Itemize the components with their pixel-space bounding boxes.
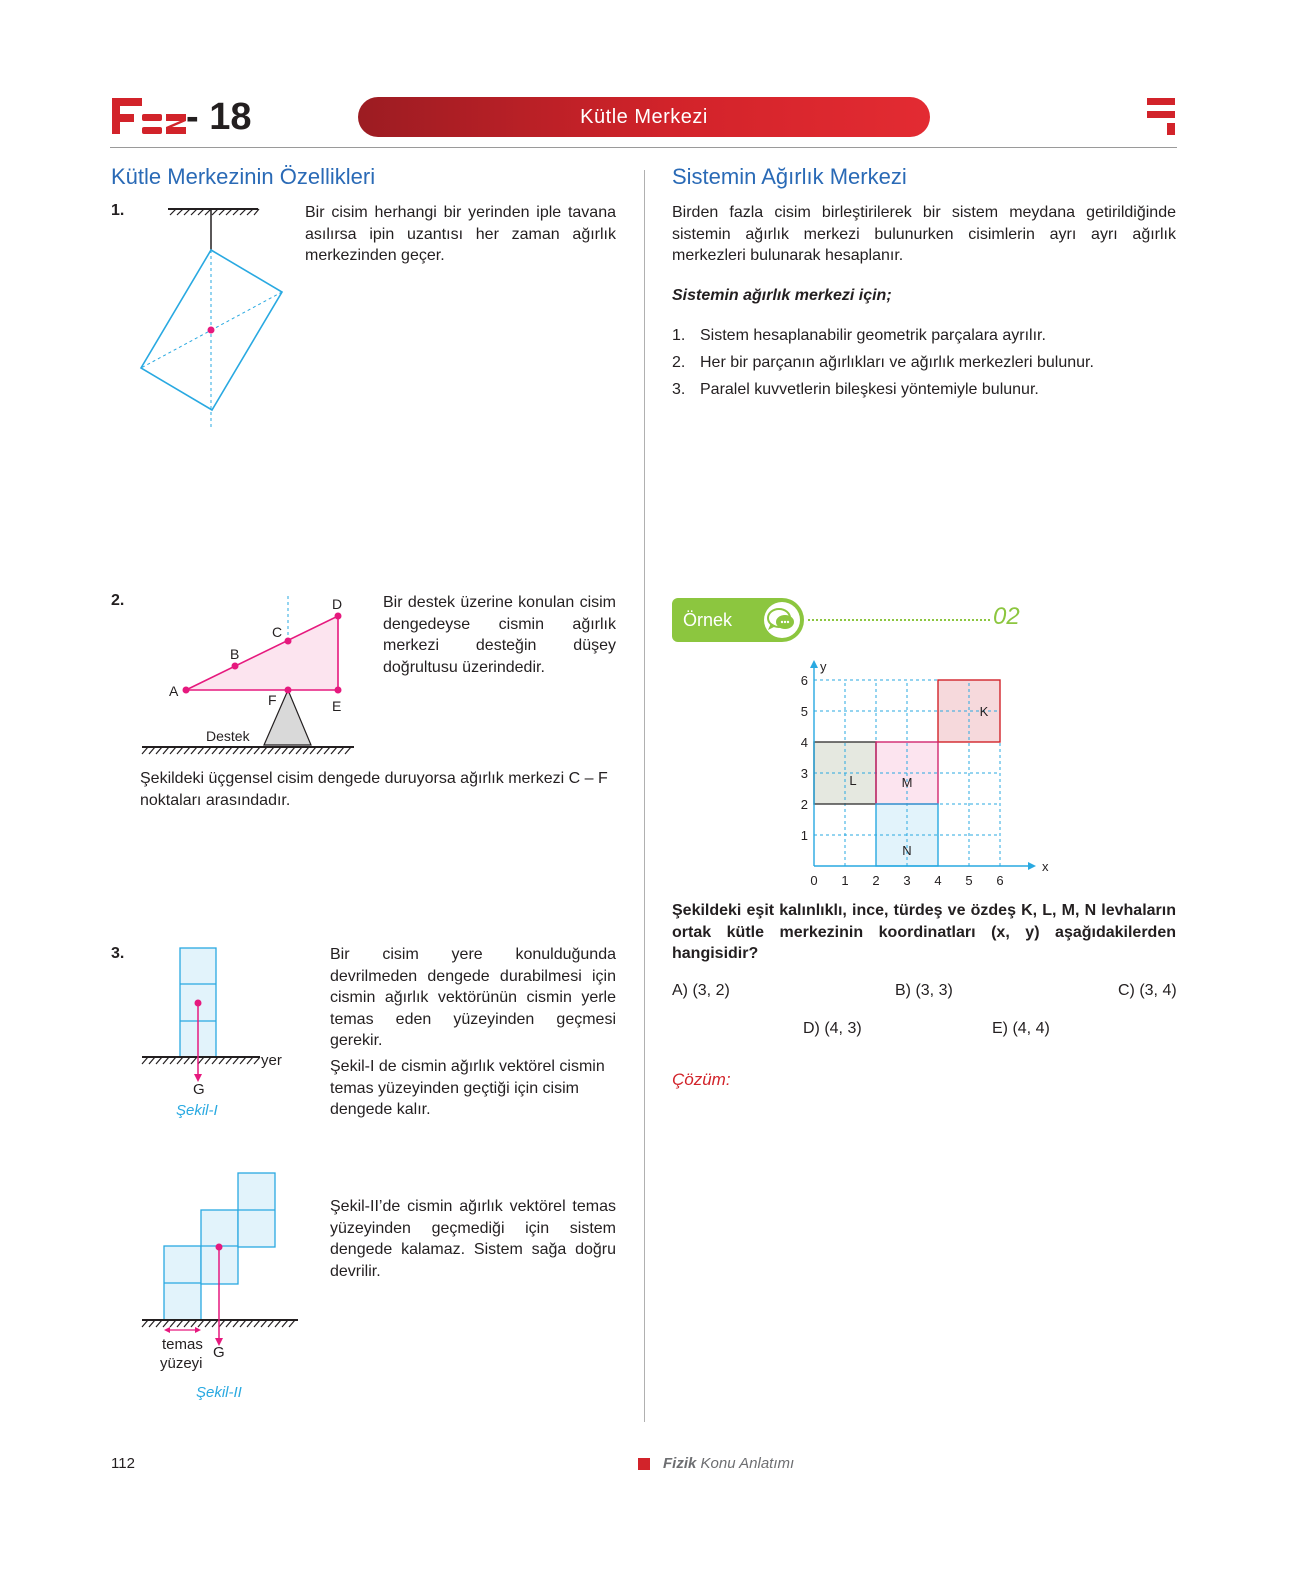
y-axis-arrow-icon	[810, 660, 818, 668]
item3-text2: Şekil-I de cismin ağırlık vektörel cismin temas yüzeyinden geçtiği için cisim dengede kalır.	[330, 1058, 605, 1118]
coordinate-graph	[790, 650, 1060, 890]
banner-title: Kütle Merkezi	[580, 106, 708, 128]
step-item: 3. Paralel kuvvetlerin bileşkesi yöntemiyle bulunur.	[672, 381, 1039, 398]
right-intro: Birden fazla cisim birleştirilerek bir sistem meydana getirildiğinde sistemin ağırlık merkezi bulunurken cisimlerin ayrı ayrı ağırlık merkezleri bulunarak hesaplanır.	[672, 204, 1176, 264]
y-tick-label: 4	[800, 735, 808, 750]
point-label-c: C	[272, 624, 283, 640]
y-tick-label: 5	[800, 704, 808, 719]
point-label-b: B	[230, 646, 240, 662]
x-tick-label: 4	[934, 873, 942, 888]
logo-text	[110, 104, 112, 105]
option-a[interactable]: A) (3, 2)	[672, 982, 730, 999]
item3-text1: Bir cisim yere konulduğunda devrilmeden dengede durabilmesi için cismin ağırlık vektörünün cismin yerle temas eden yüzeyinden geçmesi gerekir.	[330, 946, 616, 1049]
fig1-g-label: G	[193, 1081, 205, 1098]
example-dots	[808, 619, 990, 621]
left-section-title: Kütle Merkezinin Özellikleri	[111, 164, 376, 189]
footer-subtitle: Konu Anlatımı	[700, 1455, 795, 1472]
step-item: 1. Sistem hesaplanabilir geometrik parçalara ayrılır.	[672, 327, 1046, 344]
page-number: 112	[111, 1455, 135, 1472]
example-badge	[672, 598, 804, 642]
footer-square-icon	[638, 1458, 650, 1470]
item2-number: 2.	[111, 592, 125, 609]
footer-subject: Fizik	[663, 1455, 697, 1472]
speech-bubble-icon	[762, 601, 802, 639]
footer-label	[663, 1455, 794, 1472]
example-tag: Örnek	[683, 610, 733, 630]
steps-list	[672, 322, 1094, 403]
point-label-a: A	[169, 683, 179, 699]
x-tick-label: 6	[996, 873, 1004, 888]
item2-text: Bir destek üzerine konulan cisim dengedeyse cismin ağırlık merkezi desteğin düşey doğrultusu üzerindedir.	[383, 594, 616, 676]
y-tick-label: 3	[800, 766, 808, 781]
option-b[interactable]: B) (3, 3)	[895, 982, 953, 999]
step-item: 2. Her bir parçanın ağırlıkları ve ağırlık merkezleri bulunur.	[672, 354, 1094, 371]
option-d[interactable]: D) (4, 3)	[803, 1020, 862, 1037]
hanging-plate-figure	[136, 200, 296, 432]
support-label: Destek	[206, 728, 250, 744]
x-axis-label: x	[1042, 859, 1049, 874]
item3-number: 3.	[111, 945, 125, 962]
header-rule	[110, 147, 1177, 148]
point-label-e: E	[332, 698, 342, 714]
y-tick-label: 1	[800, 828, 808, 843]
faz-logo	[110, 96, 190, 138]
option-c[interactable]: C) (3, 4)	[1118, 982, 1177, 999]
plate-label-n: N	[902, 843, 912, 858]
point-label-f: F	[268, 692, 277, 708]
x-tick-label: 3	[903, 873, 911, 888]
ground-label: yer	[261, 1052, 282, 1069]
stacked-blocks-figure-2	[136, 1166, 306, 1356]
contact-label-line1: temas	[162, 1336, 203, 1353]
fig2-caption: Şekil-II	[196, 1384, 242, 1401]
example-question: Şekildeki eşit kalınlıklı, ince, türdeş ve özdeş K, L, M, N levhaların ortak kütle merkezinin koordinatları (x, y) aşağıdakilerden hangisidir?	[672, 902, 1176, 962]
x-tick-label: 1	[841, 873, 849, 888]
header	[0, 0, 1303, 155]
plate-label-k: K	[979, 704, 989, 719]
contact-label-line2: yüzeyi	[160, 1355, 203, 1372]
x-tick-label: 5	[965, 873, 973, 888]
plate-label-m: M	[901, 775, 913, 790]
unit-number: - 18	[186, 96, 252, 138]
point-label-d: D	[332, 596, 343, 612]
fig2-g-label: G	[213, 1344, 225, 1361]
corner-mark-icon	[1145, 97, 1177, 137]
item3-text3: Şekil-II’de cismin ağırlık vektörel temas yüzeyinden geçmediği için sistem dengede kalamaz. Sistem sağa doğru devrilir.	[330, 1198, 616, 1280]
example-number: 02	[993, 603, 1020, 630]
y-tick-label: 6	[800, 673, 808, 688]
item1-number: 1.	[111, 202, 125, 219]
right-subtitle: Sistemin ağırlık merkezi için;	[672, 287, 892, 304]
y-tick-label: 2	[800, 797, 808, 812]
option-e[interactable]: E) (4, 4)	[992, 1020, 1050, 1037]
x-tick-label: 2	[872, 873, 880, 888]
x-axis-arrow-icon	[1028, 862, 1036, 870]
x-tick-label: 0	[810, 873, 818, 888]
fig1-caption: Şekil-I	[176, 1102, 218, 1119]
right-section-title: Sistemin Ağırlık Merkezi	[672, 164, 907, 189]
y-axis-label: y	[820, 659, 827, 674]
solution-label: Çözüm:	[672, 1070, 731, 1089]
item2-note: Şekildeki üçgensel cisim dengede duruyorsa ağırlık merkezi C – F noktaları arasındadır.	[140, 770, 608, 809]
column-divider	[644, 170, 645, 1422]
item1-text: Bir cisim herhangi bir yerinden iple tavana asılırsa ipin uzantısı her zaman ağırlık merkezinden geçer.	[305, 204, 616, 264]
title-banner	[358, 97, 930, 137]
plate-label-l: L	[849, 773, 857, 788]
